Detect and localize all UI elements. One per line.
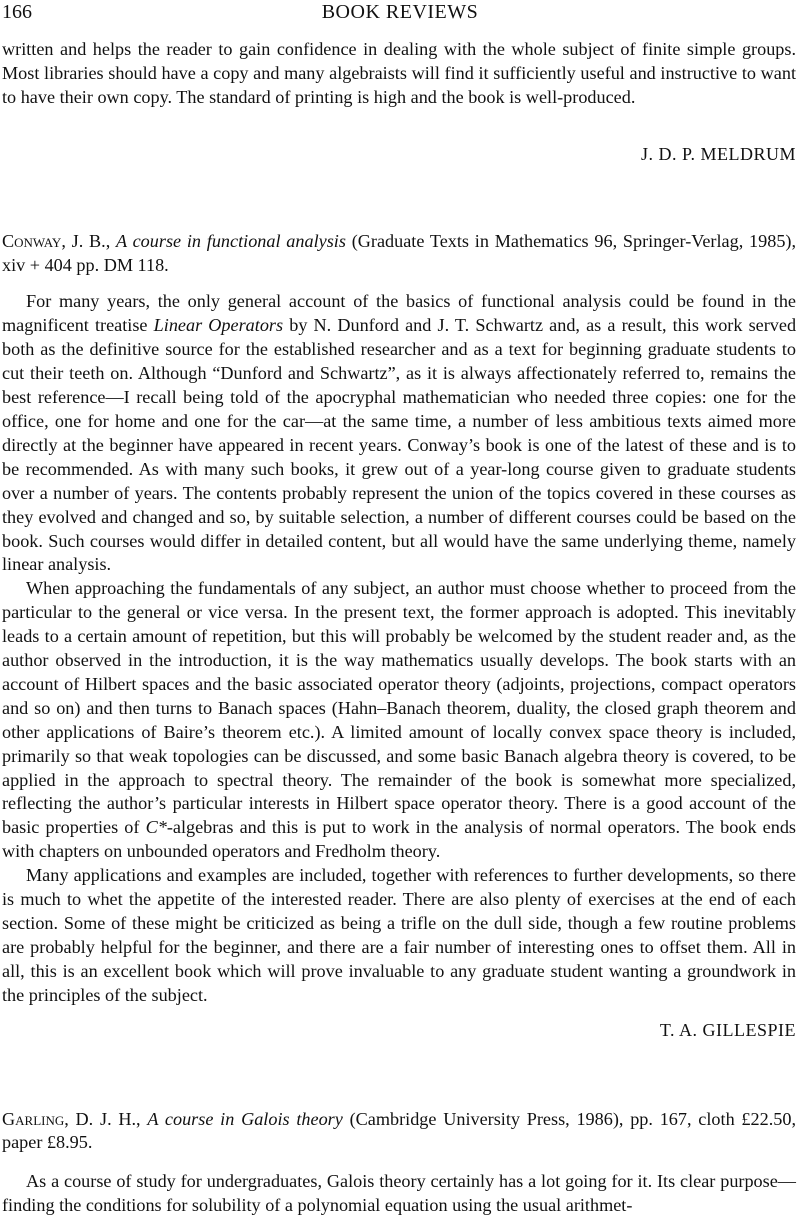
math-symbol: C*: [145, 817, 167, 838]
page-number: 166: [2, 1, 32, 23]
book-citation: [2, 1108, 796, 1156]
page-content: [2, 38, 796, 1218]
review-paragraph: [2, 290, 796, 577]
cited-title: Linear Operators: [153, 315, 284, 336]
review-garling: [2, 1108, 796, 1218]
paragraph-text: When approaching the fundamentals of any subject, an author must choose whether to proceed from the particular to the general or vice versa. In the present text, the former approach is adopted. This inevitably leads to a certain amount of repetition, but this will probably be welcomed by the student reader and, as the author observed in the introduction, it is the way mathematics usually develops. The book starts with an account of Hilbert spaces and the basic associated operator theory (adjoints, projections, compact operators and so on) and then turns to Banach spaces (Hahn–Banach theorem, duality, the closed graph theorem and other applications of Baire’s theorem etc.). A limited amount of locally convex space theory is included, primarily so that weak topologies can be discussed, and some basic Banach algebra theory is covered, to be applied in the approach to spectral theory. The remainder of the book is somewhat more specialized, reflecting the author’s particular interests in Hilbert space operator theory. There is a good account of the basic properties of: [2, 578, 796, 838]
book-details: (Cambridge University Press, 1986), pp. 167, cloth £22.50, paper £8.95.: [2, 1108, 796, 1153]
review-paragraph: As a course of study for undergraduates, Galois theory certainly has a lot going for it. Its clear purpose—finding the conditions for solubility of a polynomial equation using the usual arithmet-: [2, 1171, 796, 1216]
reviewer-signature: T. A. GILLESPIE: [659, 1019, 796, 1040]
book-author: Conway, J. B.,: [2, 230, 111, 251]
book-author: Garling, D. J. H.,: [2, 1108, 141, 1129]
book-title: A course in Galois theory: [147, 1108, 343, 1129]
review-paragraph: Many applications and examples are included, together with references to further developments, so there is much to whet the appetite of the interested reader. There are also plenty of exercises at the end of each section. Some of these might be criticized as being a trifle on the dull side, though a few routine problems are probably helpful for the beginner, and there are a fair number of interesting ones to offset them. All in all, this is an excellent book which will prove invaluable to any graduate student wanting a groundwork in the principles of the subject.: [2, 865, 796, 1005]
book-details: (Graduate Texts in Mathematics 96, Springer-Verlag, 1985), xiv + 404 pp. DM 118.: [2, 230, 797, 275]
paragraph-text: For many years, the only general account of the basics of functional analysis could be found in the magnificent treatise: [2, 291, 796, 336]
review-continuation-paragraph: written and helps the reader to gain confidence in dealing with the whole subject of finite simple groups. Most libraries should have a copy and many algebraists will find it sufficiently useful and instructive to want to have their own copy. The standard of printing is high and the book is well-produced.: [2, 39, 796, 107]
book-title: A course in functional analysis: [116, 230, 346, 251]
review-conway: [2, 230, 796, 1043]
running-head: BOOK REVIEWS: [321, 1, 479, 23]
paragraph-text: by N. Dunford and J. T. Schwartz and, as a result, this work served both as the definitive source for the established researcher and as a text for beginning graduate students to cut their teeth on. Although “Dunford and Schwartz”, as it is always affectionately referred to, remains the best reference—I recall being told of the apocryphal mathematician who needed three copies: one for the office, one for home and one for the car—at the same time, a number of less ambitious texts aimed more directly at the beginner have appeared in recent years. Conway’s book is one of the latest of these and is to be recommended. As with many such books, it grew out of a year-long course given to graduate students over a number of years. The contents probably represent the union of the topics covered in these courses as they evolved and changed and so, by suitable selection, a number of different courses could be based on the book. Such courses would differ in detailed content, but all would have the same underlying theme, namely linear analysis.: [2, 315, 797, 575]
review-paragraph: [2, 577, 796, 864]
review-meldrum: [2, 38, 796, 167]
paragraph-text: -algebras and this is put to work in the analysis of normal operators. The book ends with chapters on unbounded operators and Fredholm theory.: [2, 817, 797, 862]
book-citation: [2, 230, 796, 278]
page-header: [0, 0, 800, 24]
reviewer-signature: J. D. P. MELDRUM: [640, 143, 796, 164]
